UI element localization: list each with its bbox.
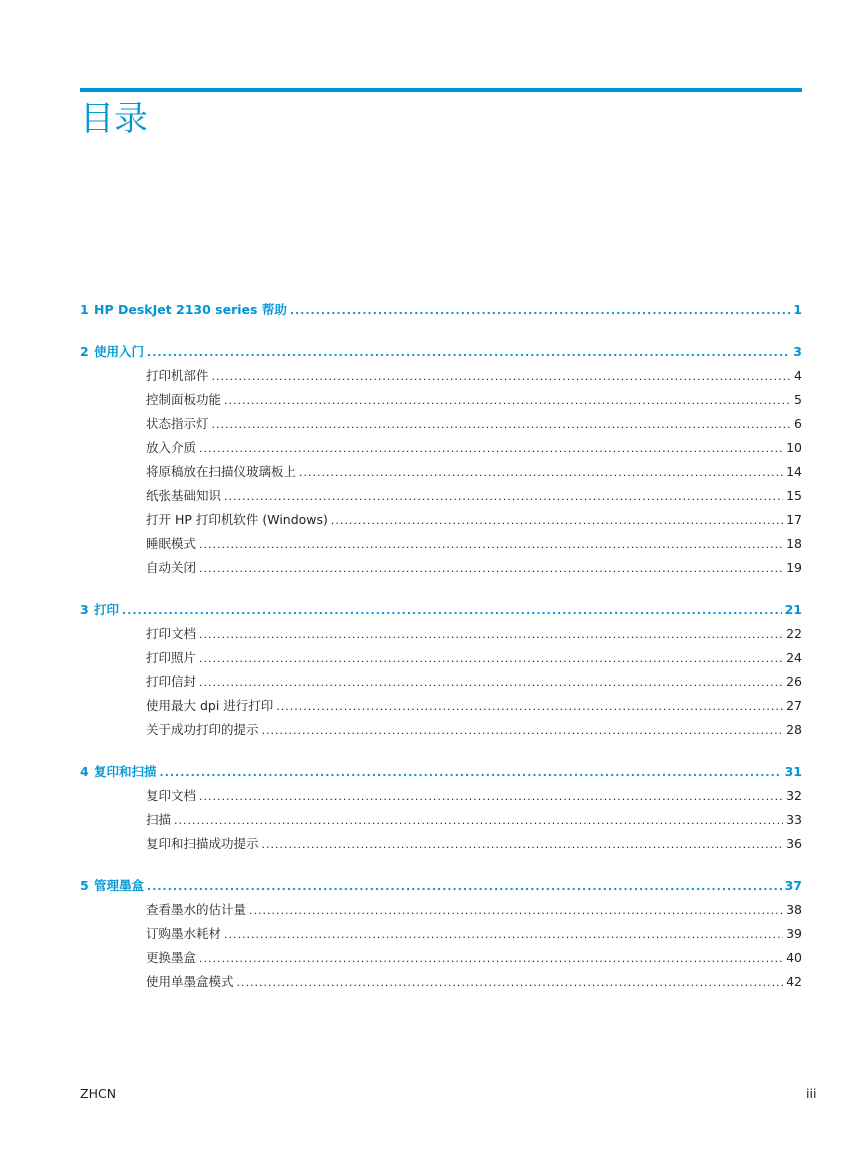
toc-chapter-number: 5 (80, 878, 89, 893)
toc-chapter-title: 使用入门 (94, 344, 145, 359)
dot-leader (199, 533, 783, 557)
toc-section-entry[interactable] (80, 832, 802, 856)
toc-section-title: 放入介质 (146, 440, 197, 455)
dot-leader (224, 485, 783, 509)
toc-section-entry[interactable] (80, 484, 802, 508)
toc-section-entry[interactable] (80, 388, 802, 412)
toc-page-number: 31 (784, 764, 802, 779)
toc-page-number: 27 (786, 698, 802, 713)
footer-page-number: iii (806, 1086, 817, 1101)
toc-chapter-number: 3 (80, 602, 89, 617)
toc-section-entry[interactable] (80, 532, 802, 556)
toc-page-number: 36 (786, 836, 802, 851)
dot-leader (290, 299, 790, 323)
toc-page-number: 28 (786, 722, 802, 737)
toc-section-entry[interactable] (80, 898, 802, 922)
toc-section-entry[interactable] (80, 436, 802, 460)
toc-section-title: 关于成功打印的提示 (146, 722, 259, 737)
toc-page-number: 14 (786, 464, 802, 479)
toc-section-title: 控制面板功能 (146, 392, 222, 407)
toc-chapter-title: 管理墨盒 (94, 878, 145, 893)
dot-leader (262, 719, 784, 743)
toc-chapter-label (80, 760, 160, 784)
toc-section-entry[interactable] (80, 784, 802, 808)
dot-leader (249, 899, 783, 923)
toc-section-title: 打印文档 (146, 626, 197, 641)
toc-section-entry[interactable] (80, 718, 802, 742)
toc-page-number: 5 (794, 392, 802, 407)
toc-section-title: 更换墨盒 (146, 950, 197, 965)
toc-page-number: 24 (786, 650, 802, 665)
toc-section-entry[interactable] (80, 946, 802, 970)
toc-chapter (80, 760, 802, 870)
toc-page-number: 22 (786, 626, 802, 641)
toc-page-number: 3 (793, 344, 802, 359)
toc-page-number: 38 (786, 902, 802, 917)
dot-leader (147, 875, 782, 899)
dot-leader (174, 809, 783, 833)
toc-section-title: 纸张基础知识 (146, 488, 222, 503)
toc-section-entry[interactable] (80, 364, 802, 388)
toc-page-number: 40 (786, 950, 802, 965)
toc-page-number: 17 (786, 512, 802, 527)
toc-chapter-label (80, 874, 147, 898)
toc-section-list (80, 784, 802, 870)
toc-chapter-number: 2 (80, 344, 89, 359)
toc-page-number: 6 (794, 416, 802, 431)
dot-leader (212, 413, 792, 437)
dot-leader (224, 923, 783, 947)
dot-leader (262, 833, 784, 857)
dot-leader (199, 671, 783, 695)
toc-section-title: 打印信封 (146, 674, 197, 689)
toc-chapter-title: 打印 (94, 602, 120, 617)
toc-section-title: 查看墨水的估计量 (146, 902, 247, 917)
toc-section-title: 自动关闭 (146, 560, 197, 575)
toc-chapter (80, 598, 802, 756)
toc-chapter (80, 340, 802, 594)
toc-section-title: 将原稿放在扫描仪玻璃板上 (146, 464, 297, 479)
toc-chapter-label (80, 298, 290, 322)
toc-section-title: 订购墨水耗材 (146, 926, 222, 941)
toc-section-entry[interactable] (80, 670, 802, 694)
toc-section-entry[interactable] (80, 970, 802, 994)
toc-section-title: 复印文档 (146, 788, 197, 803)
toc-chapter-title: 复印和扫描 (94, 764, 157, 779)
dot-leader (237, 971, 784, 995)
toc-section-list (80, 322, 802, 336)
toc-chapter-number: 1 (80, 302, 89, 317)
toc-page-number: 19 (786, 560, 802, 575)
toc-page-number: 39 (786, 926, 802, 941)
toc-section-entry[interactable] (80, 694, 802, 718)
toc-chapter-entry[interactable] (80, 298, 802, 322)
toc-section-title: 状态指示灯 (146, 416, 209, 431)
toc-section-title: 打印照片 (146, 650, 197, 665)
toc-page-number: 33 (786, 812, 802, 827)
toc-section-entry[interactable] (80, 646, 802, 670)
dot-leader (199, 437, 783, 461)
toc-chapter-number: 4 (80, 764, 89, 779)
toc-chapter-entry[interactable] (80, 874, 802, 898)
toc-section-entry[interactable] (80, 808, 802, 832)
toc-section-title: 打印机部件 (146, 368, 209, 383)
dot-leader (199, 947, 783, 971)
dot-leader (224, 389, 791, 413)
dot-leader (160, 761, 782, 785)
dot-leader (331, 509, 783, 533)
table-of-contents (80, 298, 802, 1008)
toc-chapter-title: HP DeskJet 2130 series 帮助 (94, 302, 287, 317)
dot-leader (212, 365, 792, 389)
toc-page-number: 10 (786, 440, 802, 455)
toc-page-number: 21 (784, 602, 802, 617)
toc-section-list (80, 364, 802, 594)
toc-section-entry[interactable] (80, 922, 802, 946)
toc-page-number: 18 (786, 536, 802, 551)
toc-section-list (80, 622, 802, 756)
toc-page-number: 4 (794, 368, 802, 383)
toc-page-number: 1 (793, 302, 802, 317)
toc-section-title: 扫描 (146, 812, 172, 827)
toc-page-number: 26 (786, 674, 802, 689)
toc-section-title: 复印和扫描成功提示 (146, 836, 259, 851)
dot-leader (199, 557, 783, 581)
dot-leader (299, 461, 783, 485)
toc-page-number: 42 (786, 974, 802, 989)
toc-section-entry[interactable] (80, 508, 802, 532)
toc-section-entry[interactable] (80, 412, 802, 436)
dot-leader (199, 623, 783, 647)
toc-section-entry[interactable] (80, 460, 802, 484)
title-rule (80, 88, 802, 92)
dot-leader (147, 341, 790, 365)
toc-chapter-label (80, 340, 147, 364)
toc-chapter-entry[interactable] (80, 340, 802, 364)
toc-page-number: 37 (784, 878, 802, 893)
page-title: 目录 (80, 99, 148, 139)
dot-leader (199, 647, 783, 671)
toc-section-entry[interactable] (80, 556, 802, 580)
toc-section-title: 睡眠模式 (146, 536, 197, 551)
dot-leader (122, 599, 782, 623)
toc-section-list (80, 898, 802, 1008)
toc-chapter (80, 298, 802, 336)
toc-chapter-label (80, 598, 122, 622)
dot-leader (276, 695, 783, 719)
toc-chapter-entry[interactable] (80, 598, 802, 622)
footer-language-code: ZHCN (80, 1086, 117, 1101)
toc-section-entry[interactable] (80, 622, 802, 646)
toc-section-title: 打开 HP 打印机软件 (Windows) (146, 512, 328, 527)
toc-chapter (80, 874, 802, 1008)
toc-section-title: 使用最大 dpi 进行打印 (146, 698, 274, 713)
toc-section-title: 使用单墨盒模式 (146, 974, 234, 989)
toc-chapter-entry[interactable] (80, 760, 802, 784)
toc-page-number: 15 (786, 488, 802, 503)
toc-page-number: 32 (786, 788, 802, 803)
dot-leader (199, 785, 783, 809)
